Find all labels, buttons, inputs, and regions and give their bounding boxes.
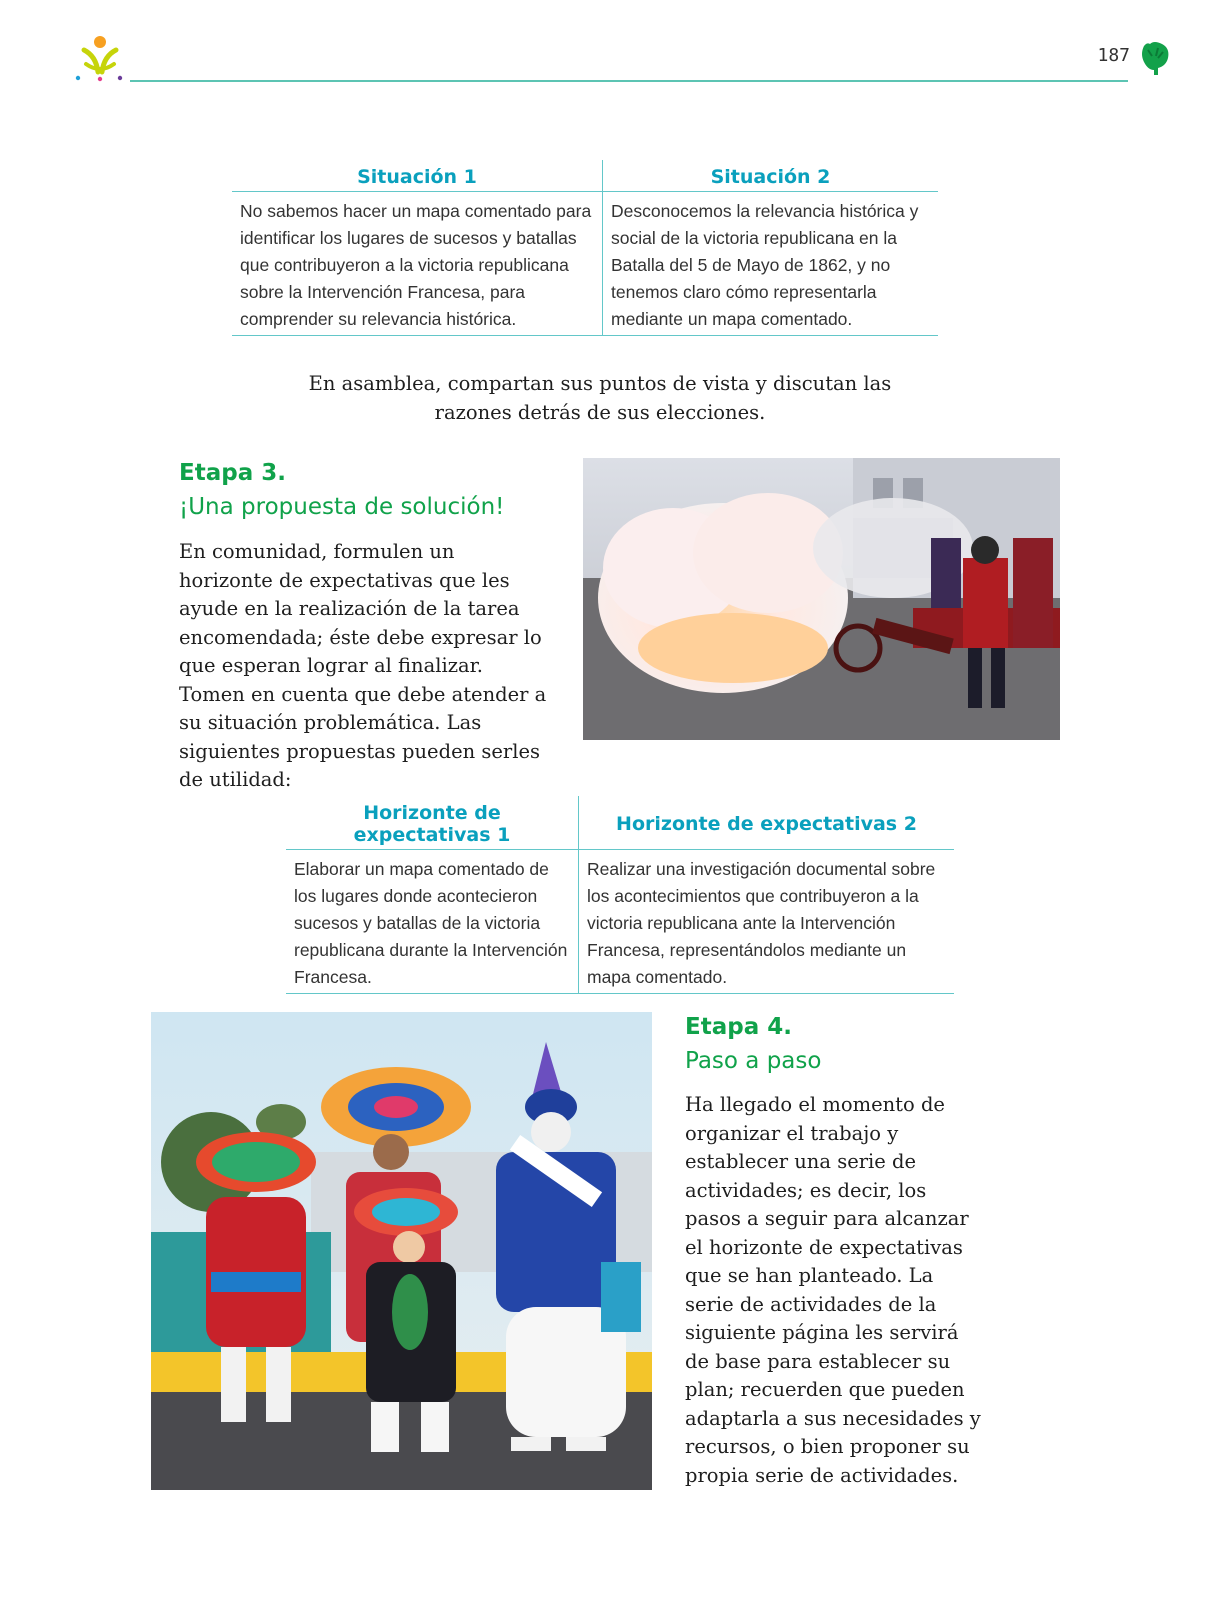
stage-3-label: Etapa 3. — [179, 460, 286, 486]
situation-2-header: Situación 2 — [603, 160, 939, 192]
page-number: 187 — [1097, 45, 1130, 66]
horizon-2-text: Realizar una investigación documental sobre los acontecimientos que contribuyeron a la victoria republicana ante la Intervención Francesa, representándolos mediante un mapa comentado. — [579, 850, 955, 994]
assembly-instruction: En asamblea, compartan sus puntos de vista y discutan las razones detrás de sus elecciones. — [308, 372, 892, 424]
expectations-table — [286, 796, 954, 994]
book-logo-icon — [74, 34, 126, 84]
horizon-1-header: Horizonte de expectativas 1 — [286, 796, 579, 850]
stage-4-body: Ha llegado el momento de organizar el trabajo y establecer una serie de actividades; es decir, los pasos a seguir para alcanzar el horizonte de expectativas que se han planteado. La serie de actividades de la siguiente página les servirá de base para establecer su plan; recuerden que pueden adaptarla a sus necesidades y recursos, o bien proponer su propia serie de actividades. — [685, 1093, 981, 1487]
stage-4-heading — [685, 1010, 1085, 1078]
horizon-2-header: Horizonte de expectativas 2 — [579, 796, 955, 850]
situation-2-text: Desconocemos la relevancia histórica y social de la victoria republicana en la Batalla del 5 de Mayo de 1862, y no tenemos claro cómo representarla mediante un mapa comentado. — [603, 192, 939, 336]
stage-4-title: Paso a paso — [685, 1048, 822, 1074]
stage-3-title: ¡Una propuesta de solución! — [179, 494, 505, 520]
cannon-smoke-photo — [583, 458, 1060, 740]
header-rule — [130, 80, 1128, 82]
situation-1-text: No sabemos hacer un mapa comentado para identificar los lugares de sucesos y batallas que contribuyeron a la victoria republicana sobre la Intervención Francesa, para comprender su relevancia histórica. — [232, 192, 603, 336]
tree-icon — [1138, 40, 1172, 76]
stage-3-body: En comunidad, formulen un horizonte de expectativas que les ayude en la realización de la tarea encomendada; éste debe expresar lo que esperan lograr al finalizar. Tomen en cuenta que debe atender a su situación problemática. Las siguientes propuestas pueden serles de utilidad: — [179, 540, 547, 791]
situation-1-header: Situación 1 — [232, 160, 603, 192]
stage-4-label: Etapa 4. — [685, 1014, 792, 1040]
stage-3-heading — [179, 456, 579, 524]
situations-table — [232, 160, 938, 336]
horizon-1-text: Elaborar un mapa comentado de los lugares donde acontecieron sucesos y batallas de la victoria republicana durante la Intervención Francesa. — [286, 850, 579, 994]
folk-dancers-photo — [151, 1012, 652, 1490]
